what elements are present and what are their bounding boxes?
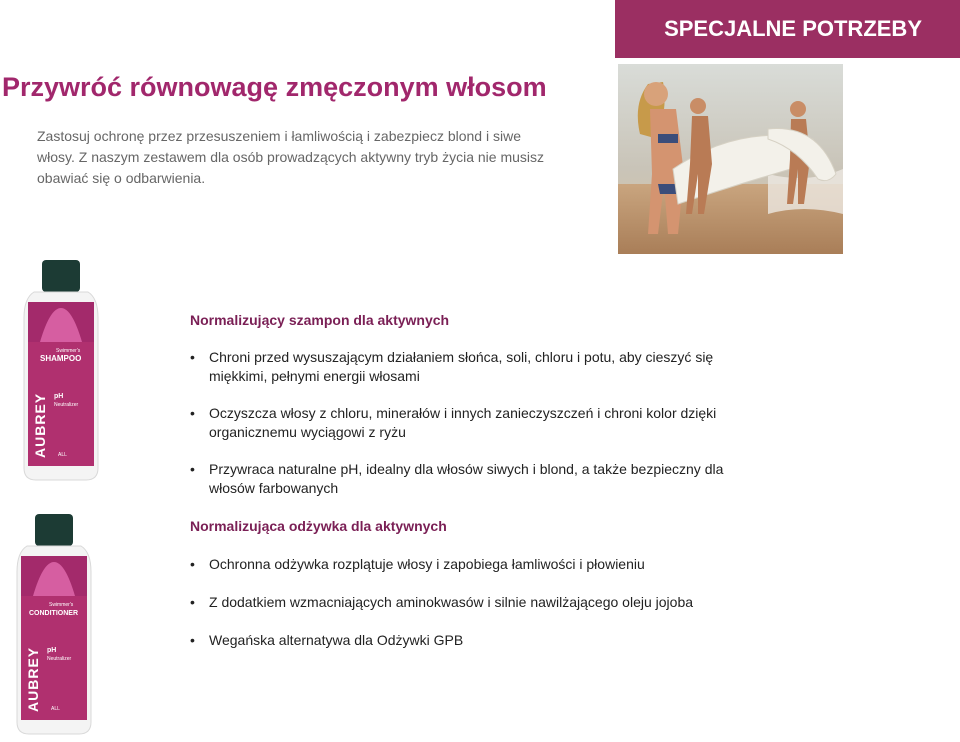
list-item: • Chroni przed wysuszającym działaniem słońca, soli, chloru i potu, aby cieszyć się miękkimi, pełnymi energii włosami [190,349,714,384]
shampoo-bottle-image [20,258,102,484]
page-title: Przywróć równowagę zmęczonym włosom [2,72,547,102]
list-item: • Ochronna odżywka rozplątuje włosy i zapobiega łamliwości i płowieniu [190,556,645,572]
intro-text: Zastosuj ochronę przez przesuszeniem i łamliwością i zabezpiecz blond i siwe włosy. Z naszym zestawem dla osób prowadzących aktywny tryb życia nie musisz obawiać się o odbarwienia. [37,128,545,186]
list-item: • Oczyszcza włosy z chloru, minerałów i innych zanieczyszczeń i chroni kolor dzięki organicznemu wyciągowi z ryżu [190,405,717,440]
section-banner [615,0,960,58]
conditioner-bottle-image [13,512,95,738]
bottle-product-name: SHAMPOO [40,354,82,363]
conditioner-bullets [190,555,735,650]
bottle-ph-name: Neutralizer [47,656,72,662]
banner-label: SPECJALNE POTRZEBY [664,16,922,41]
bullet-icon: • [190,632,195,648]
bottle-subtitle: Swimmer's [56,348,81,354]
bottle-all: ALL [58,452,67,458]
surfers-photo [618,64,843,254]
bullet-icon: • [190,405,195,421]
list-item: • Z dodatkiem wzmacniających aminokwasów i silnie nawilżającego oleju jojoba [190,594,694,610]
conditioner-heading: Normalizująca odżywka dla aktywnych [190,518,447,534]
list-item: • Przywraca naturalne pH, idealny dla włosów siwych i blond, a także bezpieczny dla włosów farbowanych [190,461,724,496]
shampoo-heading: Normalizujący szampon dla aktywnych [190,312,450,328]
bottle-all: ALL [51,706,60,712]
bottle-product-name: CONDITIONER [29,610,78,617]
shampoo-bullets [190,348,735,498]
bullet-icon: • [190,349,195,365]
bottle-ph: pH [47,647,57,654]
bullet-icon: • [190,461,195,477]
list-item: • Wegańska alternatywa dla Odżywki GPB [190,632,464,648]
bottle-ph: pH [54,393,64,400]
bullet-icon: • [190,556,195,572]
bottle-subtitle: Swimmer's [49,602,74,608]
bottle-brand-logo: AUBREY [25,646,41,712]
bottle-ph-name: Neutralizer [54,402,79,408]
bullet-icon: • [190,594,195,610]
bottle-brand-logo: AUBREY [32,392,48,458]
